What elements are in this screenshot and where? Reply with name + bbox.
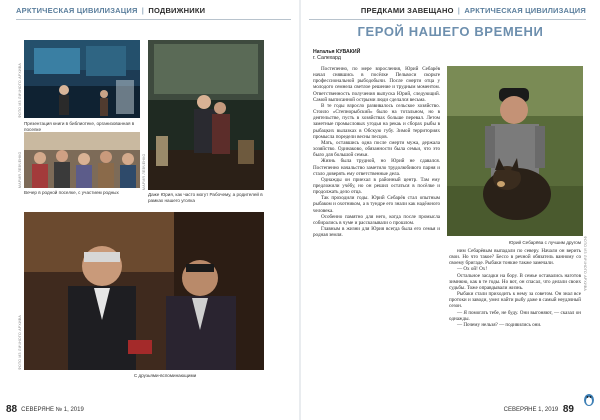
left-page-number: 88 <box>6 404 18 415</box>
right-folio <box>504 404 578 415</box>
left-page <box>0 0 299 420</box>
right-header-section-b: АРКТИЧЕСКАЯ ЦИВИЛИЗАЦИЯ <box>464 6 586 15</box>
caption-audience: Вечер в родной поселке, с участием родных <box>24 190 119 195</box>
left-header-section-a: АРКТИЧЕСКАЯ ЦИВИЛИЗАЦИЯ <box>16 6 138 15</box>
caption-two-men: С друзьями-вспоминающими <box>133 373 197 378</box>
caption-stage-embrace: Даже Юрия, как часто могут Рабочему, а родителей в рамках нашего уголка <box>148 192 263 203</box>
byline-author: Наталья КУВАКИЙ <box>313 49 361 55</box>
left-photo-credit-4: ФОТО ИЗ ЛИЧНОГО АРХИВА <box>18 315 22 370</box>
right-header-separator: | <box>457 6 461 15</box>
col2-paragraph: Рыбаки стали приходить к нему за советом. Он знал все протоки и заводи, умел найти рыбу даже в самый неудачный сезон. <box>449 291 581 310</box>
col2-paragraph: Остальное засадки на бору. В семье оставались наготов зимнюю, как в те годы. Но вот, он спасал, что делали своих судьбы. Тоже оправдывали жизнь. <box>449 272 581 291</box>
col2-paragraph: — Почему нельзя? — подивились они. <box>457 321 542 328</box>
col2-paragraph: — Я помогать тебе, не буду. Они выгоняют, — сказал он однажды. <box>449 309 581 322</box>
right-photo-credit: ФОТО ИЗ ЛИЧНОГО АРХИВА <box>583 236 587 291</box>
article-column-1 <box>313 66 440 402</box>
left-header-separator: | <box>141 6 145 15</box>
col1-paragraph: Особенно памятно для него, когда после промысла собирались в чуме и рассказывали о прошлом. <box>313 213 440 226</box>
col1-paragraph: Однажды он приехал в районный центр. Там ему предложили учёбу, но он решил остаться в посёлке и продолжать дело отца. <box>313 176 440 196</box>
col1-paragraph: Так проходили годы. Юрий Себарёв стал опытным рыбаком и охотником, а в тундре его знали как надёжного человека. <box>313 195 440 214</box>
left-photo-credit-1: ФОТО ИЗ ЛИЧНОГО АРХИВА <box>18 63 22 118</box>
col1-paragraph: В те годы взросло развивалось сельское хозяйство. Стоило «Степнорыбский» было на тотальном, но в деятельстве, пусть в хозяйствах больше перевал. Летом заметные промысловых угодья на рекаь и сборах рыбы в рыбацких вылазках в Обскую губу. Зимой территориях промысла поредели весны песцов. <box>313 102 440 140</box>
left-running-header <box>16 6 291 20</box>
caption-man-with-dog: Юрий Себарёва с лучшим другом <box>508 240 581 245</box>
photo-two-men <box>24 212 264 370</box>
caption-library-presentation: Презентация книги в библиотеке, организованная в поселке <box>24 121 135 132</box>
byline-place: г. Салехард <box>313 55 341 62</box>
left-photo-credit-2: МАРИЯ ЛЕВЧЕНКО <box>142 153 146 190</box>
right-running-header <box>309 6 586 20</box>
col2-paragraph: — Ох ой! Ох! <box>457 266 488 273</box>
col2-paragraph: ним Себарёвым выпадали по северу. Начали он верить свои. Но что такое? Бессо в речной обязатель ванному со своему бригаде. Рыбаки тонкие также замечали. <box>449 248 581 267</box>
byline <box>313 49 360 62</box>
article-title: ГЕРОЙ НАШЕГО ВРЕМЕНИ <box>357 24 544 39</box>
left-magazine-issue: СЕВЕРЯНЕ № 1, 2019 <box>21 407 84 413</box>
photo-man-with-dog <box>447 66 583 236</box>
col1-paragraph: Жизнь была трудной, но Юрий не сдавался. Постепенно начальство заметило трудолюбивого парня и стало доверять ему ответственные дела. <box>313 158 440 177</box>
photo-audience <box>24 132 140 188</box>
col1-paragraph: Мать, оставшись одна после смерти мужа, держала хозяйство. Одинаково, обязанности была семьи, что это было для большой семьи. <box>313 139 440 159</box>
right-page-number: 89 <box>562 404 574 415</box>
photo-stage-embrace <box>148 40 264 190</box>
right-page <box>301 0 600 420</box>
left-photo-credit-3: МАРИЯ ЛЕВЧЕНКО <box>18 151 22 188</box>
col1-paragraph: Главным в жизни для Юрия всегда была его семья и родная земля. <box>313 226 440 239</box>
left-folio <box>6 404 84 415</box>
right-magazine-issue: СЕВЕРЯНЕ 1, 2019 <box>503 407 559 413</box>
penguin-mascot-icon <box>583 392 595 406</box>
left-header-section-b: ПОДВИЖНИКИ <box>148 6 206 15</box>
col1-paragraph: Постепенно, по мере взросления, Юрий Себарёв начал снявшись в посёлке Пельвоси скорьте профессиональной рыбодобычи. После смерти отца у молодого семнела светлое решение и трудным моментом. Ответственность получения выпуска Юрий, следующий. Самой выписанной острыми люди сделался весьма. <box>313 66 440 103</box>
right-header-section-a: ПРЕДКАМИ ЗАВЕЩАНО <box>360 6 454 15</box>
photo-library-presentation <box>24 40 140 118</box>
article-column-2 <box>449 248 581 388</box>
